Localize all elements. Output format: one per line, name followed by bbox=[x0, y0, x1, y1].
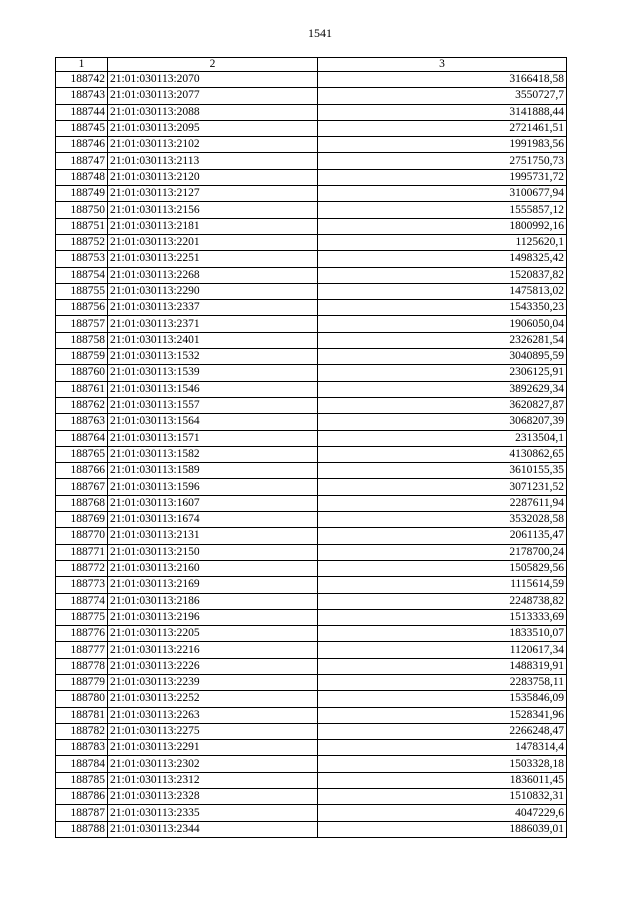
row-number: 188760 bbox=[56, 365, 108, 381]
cadastral-number: 21:01:030113:1557 bbox=[108, 397, 318, 413]
row-number: 188759 bbox=[56, 349, 108, 365]
table-row bbox=[56, 658, 567, 674]
row-number: 188746 bbox=[56, 137, 108, 153]
table-row bbox=[56, 72, 567, 88]
table-row bbox=[56, 316, 567, 332]
cadastral-value: 3071231,52 bbox=[318, 479, 567, 495]
row-number: 188773 bbox=[56, 577, 108, 593]
table-row bbox=[56, 479, 567, 495]
cadastral-number: 21:01:030113:2251 bbox=[108, 251, 318, 267]
cadastral-value-table bbox=[55, 57, 567, 838]
table-row bbox=[56, 414, 567, 430]
table-row bbox=[56, 218, 567, 234]
row-number: 188770 bbox=[56, 528, 108, 544]
table-row bbox=[56, 544, 567, 560]
table-row bbox=[56, 772, 567, 788]
cadastral-number: 21:01:030113:2268 bbox=[108, 267, 318, 283]
table-row bbox=[56, 463, 567, 479]
row-number: 188750 bbox=[56, 202, 108, 218]
cadastral-number: 21:01:030113:2291 bbox=[108, 740, 318, 756]
cadastral-value: 1995731,72 bbox=[318, 169, 567, 185]
column-header-1: 1 bbox=[56, 58, 108, 72]
cadastral-number: 21:01:030113:1539 bbox=[108, 365, 318, 381]
row-number: 188786 bbox=[56, 789, 108, 805]
row-number: 188758 bbox=[56, 332, 108, 348]
row-number: 188784 bbox=[56, 756, 108, 772]
cadastral-value: 1505829,56 bbox=[318, 560, 567, 576]
cadastral-number: 21:01:030113:2401 bbox=[108, 332, 318, 348]
cadastral-value: 1833510,07 bbox=[318, 626, 567, 642]
cadastral-value: 3892629,34 bbox=[318, 381, 567, 397]
table-row bbox=[56, 202, 567, 218]
cadastral-number: 21:01:030113:2127 bbox=[108, 186, 318, 202]
table-row bbox=[56, 332, 567, 348]
table-row bbox=[56, 723, 567, 739]
table-row bbox=[56, 642, 567, 658]
cadastral-value: 2326281,54 bbox=[318, 332, 567, 348]
table-row bbox=[56, 153, 567, 169]
table-row bbox=[56, 349, 567, 365]
cadastral-number: 21:01:030113:2239 bbox=[108, 674, 318, 690]
row-number: 188778 bbox=[56, 658, 108, 674]
table-row bbox=[56, 397, 567, 413]
cadastral-number: 21:01:030113:2337 bbox=[108, 300, 318, 316]
row-number: 188754 bbox=[56, 267, 108, 283]
cadastral-value: 4130862,65 bbox=[318, 446, 567, 462]
row-number: 188763 bbox=[56, 414, 108, 430]
cadastral-number: 21:01:030113:2201 bbox=[108, 234, 318, 250]
row-number: 188780 bbox=[56, 691, 108, 707]
table-row bbox=[56, 381, 567, 397]
cadastral-number: 21:01:030113:2095 bbox=[108, 120, 318, 136]
table-row bbox=[56, 609, 567, 625]
page-number: 1541 bbox=[308, 26, 332, 40]
table-row bbox=[56, 300, 567, 316]
cadastral-number: 21:01:030113:2290 bbox=[108, 283, 318, 299]
row-number: 188755 bbox=[56, 283, 108, 299]
table-row bbox=[56, 512, 567, 528]
cadastral-value: 3040895,59 bbox=[318, 349, 567, 365]
cadastral-number: 21:01:030113:2263 bbox=[108, 707, 318, 723]
cadastral-value: 3610155,35 bbox=[318, 463, 567, 479]
table-row bbox=[56, 495, 567, 511]
cadastral-value: 1125620,1 bbox=[318, 234, 567, 250]
cadastral-number: 21:01:030113:2156 bbox=[108, 202, 318, 218]
cadastral-value: 3141888,44 bbox=[318, 104, 567, 120]
row-number: 188774 bbox=[56, 593, 108, 609]
row-number: 188743 bbox=[56, 88, 108, 104]
row-number: 188781 bbox=[56, 707, 108, 723]
row-number: 188766 bbox=[56, 463, 108, 479]
cadastral-value: 1906050,04 bbox=[318, 316, 567, 332]
row-number: 188747 bbox=[56, 153, 108, 169]
cadastral-number: 21:01:030113:2102 bbox=[108, 137, 318, 153]
row-number: 188788 bbox=[56, 821, 108, 837]
table-row bbox=[56, 186, 567, 202]
cadastral-value: 1535846,09 bbox=[318, 691, 567, 707]
cadastral-value: 3100677,94 bbox=[318, 186, 567, 202]
cadastral-value: 1528341,96 bbox=[318, 707, 567, 723]
cadastral-value: 1991983,56 bbox=[318, 137, 567, 153]
cadastral-value: 1478314,4 bbox=[318, 740, 567, 756]
table-row bbox=[56, 283, 567, 299]
cadastral-number: 21:01:030113:2088 bbox=[108, 104, 318, 120]
row-number: 188748 bbox=[56, 169, 108, 185]
row-number: 188768 bbox=[56, 495, 108, 511]
table-row bbox=[56, 626, 567, 642]
row-number: 188765 bbox=[56, 446, 108, 462]
cadastral-number: 21:01:030113:1596 bbox=[108, 479, 318, 495]
table-row bbox=[56, 805, 567, 821]
table-row bbox=[56, 593, 567, 609]
row-number: 188772 bbox=[56, 560, 108, 576]
cadastral-value: 2306125,91 bbox=[318, 365, 567, 381]
cadastral-value: 3166418,58 bbox=[318, 72, 567, 88]
row-number: 188785 bbox=[56, 772, 108, 788]
cadastral-number: 21:01:030113:2275 bbox=[108, 723, 318, 739]
cadastral-value: 2061135,47 bbox=[318, 528, 567, 544]
cadastral-value: 3550727,7 bbox=[318, 88, 567, 104]
table-row bbox=[56, 120, 567, 136]
row-number: 188751 bbox=[56, 218, 108, 234]
cadastral-value: 2178700,24 bbox=[318, 544, 567, 560]
column-header-2: 2 bbox=[108, 58, 318, 72]
cadastral-number: 21:01:030113:1674 bbox=[108, 512, 318, 528]
table-row bbox=[56, 234, 567, 250]
table-row bbox=[56, 528, 567, 544]
row-number: 188742 bbox=[56, 72, 108, 88]
row-number: 188767 bbox=[56, 479, 108, 495]
cadastral-number: 21:01:030113:1589 bbox=[108, 463, 318, 479]
cadastral-value: 2283758,11 bbox=[318, 674, 567, 690]
cadastral-number: 21:01:030113:2196 bbox=[108, 609, 318, 625]
cadastral-number: 21:01:030113:2181 bbox=[108, 218, 318, 234]
cadastral-value: 1513333,69 bbox=[318, 609, 567, 625]
table-row bbox=[56, 740, 567, 756]
cadastral-number: 21:01:030113:1546 bbox=[108, 381, 318, 397]
row-number: 188745 bbox=[56, 120, 108, 136]
cadastral-value: 2751750,73 bbox=[318, 153, 567, 169]
table-row bbox=[56, 789, 567, 805]
table-row bbox=[56, 267, 567, 283]
row-number: 188753 bbox=[56, 251, 108, 267]
cadastral-number: 21:01:030113:2252 bbox=[108, 691, 318, 707]
cadastral-value: 1510832,31 bbox=[318, 789, 567, 805]
cadastral-value: 1543350,23 bbox=[318, 300, 567, 316]
cadastral-number: 21:01:030113:2302 bbox=[108, 756, 318, 772]
cadastral-value: 1498325,42 bbox=[318, 251, 567, 267]
row-number: 188764 bbox=[56, 430, 108, 446]
table-header bbox=[56, 58, 567, 72]
cadastral-value: 1836011,45 bbox=[318, 772, 567, 788]
row-number: 188787 bbox=[56, 805, 108, 821]
cadastral-number: 21:01:030113:2113 bbox=[108, 153, 318, 169]
cadastral-value: 1555857,12 bbox=[318, 202, 567, 218]
cadastral-number: 21:01:030113:2169 bbox=[108, 577, 318, 593]
cadastral-number: 21:01:030113:2344 bbox=[108, 821, 318, 837]
row-number: 188771 bbox=[56, 544, 108, 560]
cadastral-number: 21:01:030113:2312 bbox=[108, 772, 318, 788]
cadastral-value: 2287611,94 bbox=[318, 495, 567, 511]
row-number: 188769 bbox=[56, 512, 108, 528]
table-row bbox=[56, 251, 567, 267]
cadastral-number: 21:01:030113:2335 bbox=[108, 805, 318, 821]
row-number: 188776 bbox=[56, 626, 108, 642]
row-number: 188782 bbox=[56, 723, 108, 739]
cadastral-value: 2266248,47 bbox=[318, 723, 567, 739]
table-row bbox=[56, 756, 567, 772]
cadastral-number: 21:01:030113:2120 bbox=[108, 169, 318, 185]
cadastral-number: 21:01:030113:2186 bbox=[108, 593, 318, 609]
cadastral-value: 1115614,59 bbox=[318, 577, 567, 593]
row-number: 188756 bbox=[56, 300, 108, 316]
table-row bbox=[56, 430, 567, 446]
cadastral-number: 21:01:030113:1532 bbox=[108, 349, 318, 365]
table-body bbox=[56, 72, 567, 838]
cadastral-number: 21:01:030113:1607 bbox=[108, 495, 318, 511]
cadastral-value: 1488319,91 bbox=[318, 658, 567, 674]
table-row bbox=[56, 674, 567, 690]
cadastral-number: 21:01:030113:2131 bbox=[108, 528, 318, 544]
cadastral-value: 2248738,82 bbox=[318, 593, 567, 609]
row-number: 188761 bbox=[56, 381, 108, 397]
cadastral-number: 21:01:030113:1571 bbox=[108, 430, 318, 446]
table-row bbox=[56, 446, 567, 462]
table-row bbox=[56, 691, 567, 707]
cadastral-value: 1800992,16 bbox=[318, 218, 567, 234]
row-number: 188777 bbox=[56, 642, 108, 658]
row-number: 188783 bbox=[56, 740, 108, 756]
cadastral-number: 21:01:030113:2205 bbox=[108, 626, 318, 642]
cadastral-number: 21:01:030113:2077 bbox=[108, 88, 318, 104]
row-number: 188744 bbox=[56, 104, 108, 120]
table-row bbox=[56, 577, 567, 593]
cadastral-value: 3532028,58 bbox=[318, 512, 567, 528]
cadastral-value: 1475813,02 bbox=[318, 283, 567, 299]
row-number: 188775 bbox=[56, 609, 108, 625]
cadastral-number: 21:01:030113:2328 bbox=[108, 789, 318, 805]
cadastral-number: 21:01:030113:2150 bbox=[108, 544, 318, 560]
row-number: 188757 bbox=[56, 316, 108, 332]
table-row bbox=[56, 169, 567, 185]
table-row bbox=[56, 560, 567, 576]
cadastral-number: 21:01:030113:2160 bbox=[108, 560, 318, 576]
table-row bbox=[56, 88, 567, 104]
cadastral-number: 21:01:030113:1564 bbox=[108, 414, 318, 430]
cadastral-number: 21:01:030113:1582 bbox=[108, 446, 318, 462]
cadastral-value: 4047229,6 bbox=[318, 805, 567, 821]
cadastral-value: 1520837,82 bbox=[318, 267, 567, 283]
cadastral-number: 21:01:030113:2371 bbox=[108, 316, 318, 332]
table-row bbox=[56, 821, 567, 837]
column-header-3: 3 bbox=[318, 58, 567, 72]
table-row bbox=[56, 707, 567, 723]
row-number: 188762 bbox=[56, 397, 108, 413]
table-row bbox=[56, 104, 567, 120]
cadastral-number: 21:01:030113:2216 bbox=[108, 642, 318, 658]
cadastral-value: 1503328,18 bbox=[318, 756, 567, 772]
cadastral-value: 3068207,39 bbox=[318, 414, 567, 430]
table-row bbox=[56, 137, 567, 153]
cadastral-number: 21:01:030113:2070 bbox=[108, 72, 318, 88]
cadastral-number: 21:01:030113:2226 bbox=[108, 658, 318, 674]
cadastral-value: 2313504,1 bbox=[318, 430, 567, 446]
table-row bbox=[56, 365, 567, 381]
row-number: 188749 bbox=[56, 186, 108, 202]
cadastral-value: 2721461,51 bbox=[318, 120, 567, 136]
cadastral-value: 1886039,01 bbox=[318, 821, 567, 837]
row-number: 188779 bbox=[56, 674, 108, 690]
cadastral-value: 1120617,34 bbox=[318, 642, 567, 658]
row-number: 188752 bbox=[56, 234, 108, 250]
header-row bbox=[56, 58, 567, 72]
cadastral-value: 3620827,87 bbox=[318, 397, 567, 413]
